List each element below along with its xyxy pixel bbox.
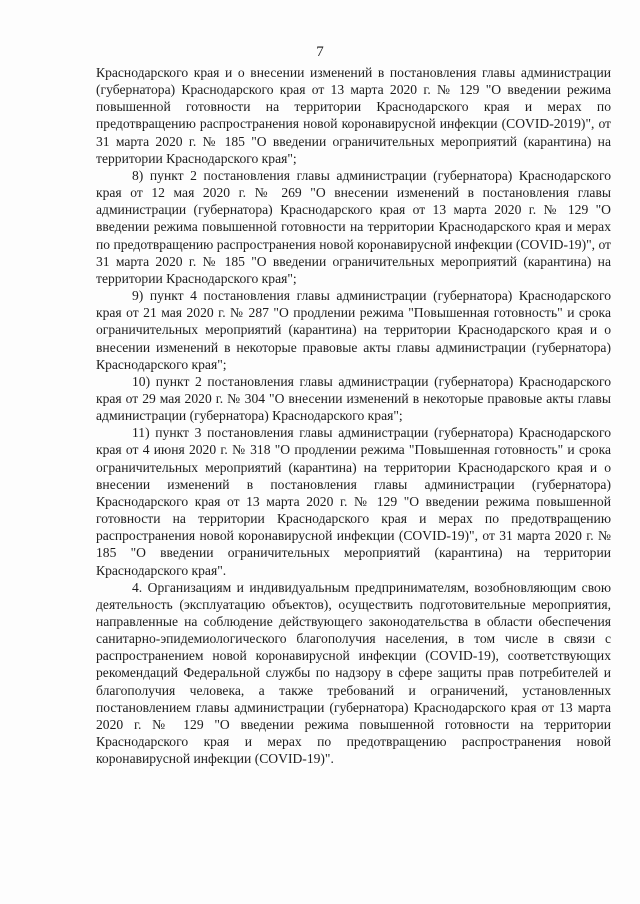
paragraph-item-11: 11) пункт 3 постановления главы администрации (губернатора) Краснодарского края от 4 июня 2020 г. № 318 "О продлении режима "Повышенная готовность" и срока ограничительных мероприятий (карантина) на территории Краснодарского края и о внесении изменений в постановления главы администрации (губернатора) Краснодарского края от 13 марта 2020 г. № 129 "О введении режима повышенной готовности на территории Краснодарского края и мерах по предотвращению распространения новой коронавирусной инфекции (COVID-19)", от 31 марта 2020 г. № 185 "О введении ограничительных мероприятий (карантина) на территории Краснодарского края". bbox=[96, 425, 611, 578]
paragraph-section-4: 4. Организациям и индивидуальным предпринимателям, возобновляющим свою деятельность (эксплуатацию объектов), осуществить подготовительные мероприятия, направленные на соблюдение действующего законодательства в области обеспечения санитарно-эпидемиологического благополучия населения, в том числе в связи с распространением новой коронавирусной инфекции (COVID-19), соответствующих рекомендаций Федеральной службы по надзору в сфере защиты прав потребителей и благополучия человека, а также требований и ограничений, установленных постановлением главы администрации (губернатора) Краснодарского края от 13 марта 2020 г. № 129 "О введении режима повышенной готовности на территории Краснодарского края и мерах по предотвращению распространения новой коронавирусной инфекции (COVID-19)". bbox=[96, 579, 611, 767]
paragraph-item-8: 8) пункт 2 постановления главы администрации (губернатора) Краснодарского края от 12 мая 2020 г. № 269 "О внесении изменений в постановления главы администрации (губернатора) Краснодарского края от 13 марта 2020 г. № 129 "О введении режима повышенной готовности на территории Краснодарского края и мерах по предотвращению распространения новой коронавирусной инфекции (COVID-19)", от 31 марта 2020 г. № 185 "О введении ограничительных мероприятий (карантина) на территории Краснодарского края"; bbox=[96, 167, 611, 286]
document-body bbox=[96, 64, 611, 767]
paragraph-item-10: 10) пункт 2 постановления главы администрации (губернатора) Краснодарского края от 29 мая 2020 г. № 304 "О внесении изменений в некоторые правовые акты главы администрации (губернатора) Краснодарского края"; bbox=[96, 373, 611, 424]
paragraph-item-9: 9) пункт 4 постановления главы администрации (губернатора) Краснодарского края от 21 мая 2020 г. № 287 "О продлении режима "Повышенная готовность" и срока ограничительных мероприятий (карантина) на территории Краснодарского края и о внесении изменений в некоторые правовые акты главы администрации (губернатора) Краснодарского края"; bbox=[96, 288, 611, 372]
page-number: 7 bbox=[316, 44, 324, 60]
paragraph-continuation: Краснодарского края и о внесении изменений в постановления главы администрации (губернатора) Краснодарского края от 13 марта 2020 г. № 129 "О введении режима повышенной готовности на территории Краснодарского края и мерах по предотвращению распространения новой коронавирусной инфекции (COVID-2019)", от 31 марта 2020 г. № 185 "О введении ограничительных мероприятий (карантина) на территории Краснодарского края"; bbox=[96, 65, 611, 166]
